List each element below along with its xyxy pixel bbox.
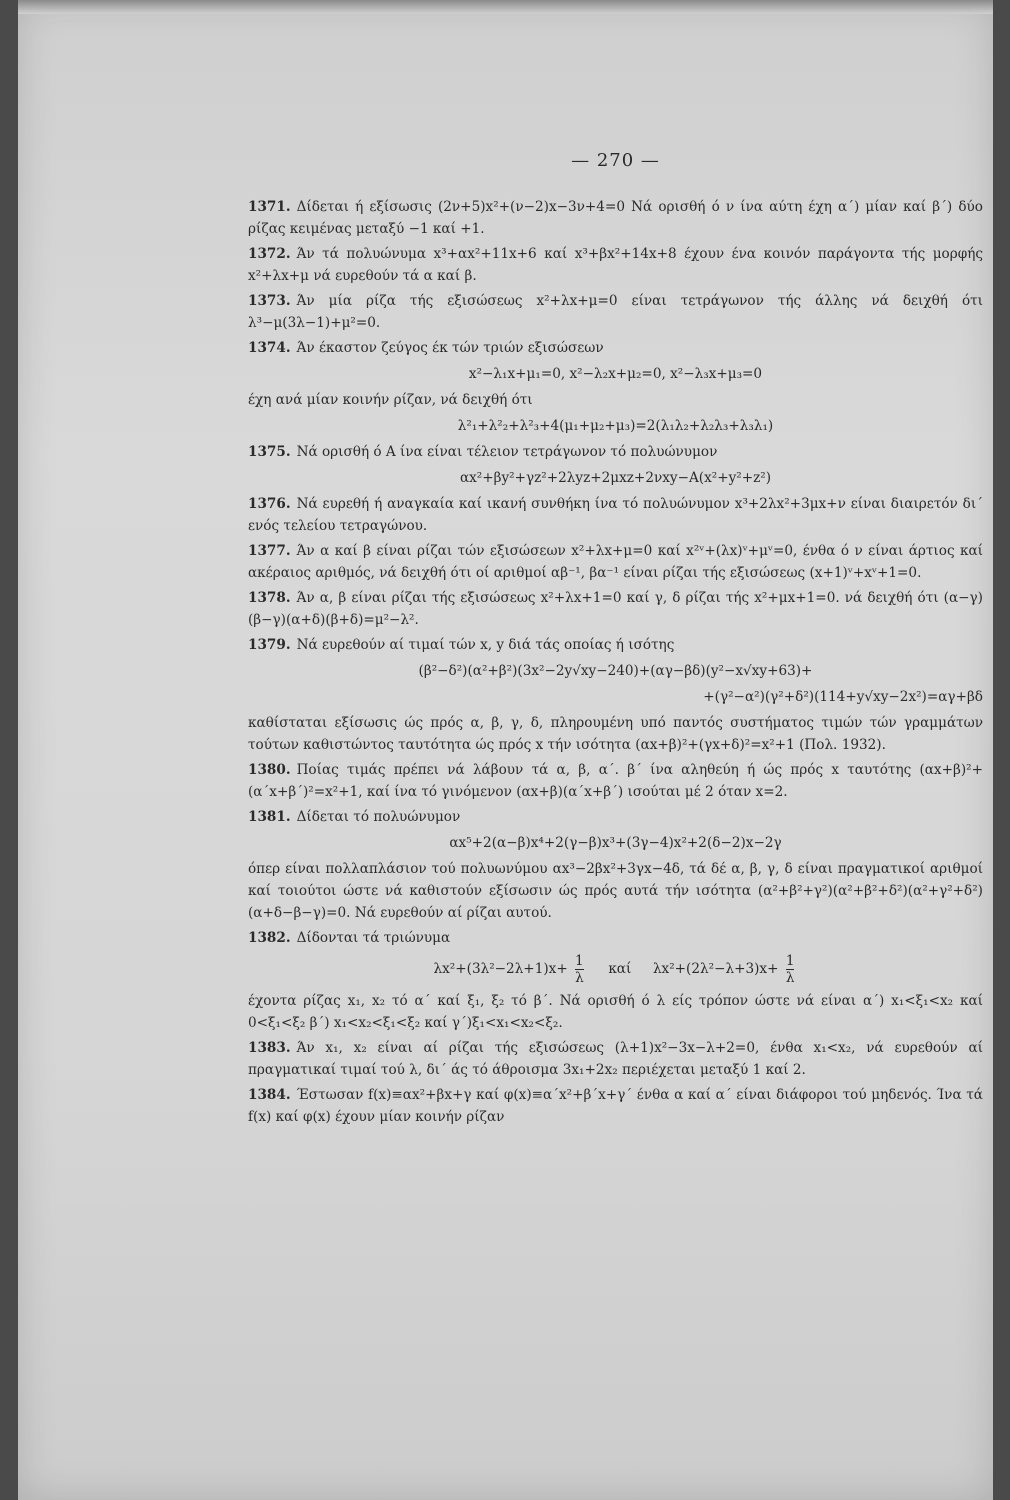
equation: x²−λ₁x+μ₁=0, x²−λ₂x+μ₂=0, x²−λ₃x+μ₃=0 <box>468 366 763 382</box>
problem-number: 1376. <box>248 496 291 512</box>
problem-number: 1372. <box>248 246 291 262</box>
problem-text: Δίδεται ή εξίσωσις (2ν+5)x²+(ν−2)x−3ν+4=0 Νά ορισθή ό ν ίνα αύτη έχη α΄) μίαν καί β΄) δύο ρίζας κειμένας μεταξύ −1 καί +1. <box>248 199 983 237</box>
equation: αx²+βy²+γz²+2λyz+2μxz+2νxy−Α(x²+y²+z²) <box>459 470 772 486</box>
problem-1371 <box>248 196 983 240</box>
problem-number: 1375. <box>248 444 291 460</box>
problem-1383 <box>248 1037 983 1081</box>
problem-text-continued: όπερ είναι πολλαπλάσιον τού πολυωνύμου αx³−2βx²+3γx−4δ, τά δέ α, β, γ, δ είναι πραγματικοί αριθμοί καί τοιούτοι ώστε νά καθιστούν εξίσωσιν ώς πρός αυτά τήν ισότητα (α²+β²+γ²)(α²+β²+δ²)(α²+γ²+δ²)(α+δ−β−γ)=0. Νά ευρεθούν αί ρίζαι αυτού. <box>248 861 983 921</box>
problem-text: Νά ευρεθούν αί τιμαί τών x, y διά τάς οποίας ή ισότης <box>296 637 675 653</box>
problem-number: 1384. <box>248 1087 291 1103</box>
problem-1376 <box>248 493 983 537</box>
problem-1378 <box>248 587 983 631</box>
problem-text: Άν μία ρίζα τής εξισώσεως x²+λx+μ=0 είναι τετράγωνον τής άλλης νά δειχθή ότι λ³−μ(3λ−1)+μ²=0. <box>248 293 983 331</box>
equation: (β²−δ²)(α²+β²)(3x²−2y√xy−240)+(αγ−βδ)(y²−x√xy+63)+ <box>418 663 813 679</box>
problem-number: 1381. <box>248 809 291 825</box>
problem-text: Δίδεται τό πολυώνυμον <box>296 809 461 825</box>
problem-1380 <box>248 759 983 803</box>
problem-text: Άν έκαστον ζεύγος έκ τών τριών εξισώσεων <box>296 340 604 356</box>
fraction-numerator: 1 <box>575 953 584 969</box>
problem-1381 <box>248 806 983 924</box>
problem-text: Άν α, β είναι ρίζαι τής εξισώσεως x²+λx+1=0 καί γ, δ ρίζαι τής x²+μx+1=0. νά δειχθή ότι (α−γ)(β−γ)(α+δ)(β+δ)=μ²−λ². <box>248 590 983 628</box>
trinomial-a: λx²+(3λ²−2λ+1)x+ <box>433 961 568 977</box>
fraction-denominator: λ <box>785 970 795 986</box>
problem-1384 <box>248 1084 983 1128</box>
problem-1382 <box>248 927 983 1034</box>
problem-text-continued: έχοντα ρίζας x₁, x₂ τό α΄ καί ξ₁, ξ₂ τό β΄. Νά ορισθή ό λ είς τρόπον ώστε νά είναι α΄) x₁<ξ₁<x₂ καί 0<ξ₁<ξ₂ β΄) x₁<x₂<ξ₁<ξ₂ καί γ΄)ξ₁<x₁<x₂<ξ₂. <box>248 993 983 1031</box>
problem-text: Άν τά πολυώνυμα x³+αx²+11x+6 καί x³+βx²+14x+8 έχουν ένα κοινόν παράγοντα τής μορφής x²+λx+μ νά ευρεθούν τά α καί β. <box>248 246 983 284</box>
problem-text: Νά ορισθή ό Α ίνα είναι τέλειον τετράγωνον τό πολυώνυμον <box>296 444 718 460</box>
problem-text-continued: καθίσταται εξίσωσις ώς πρός α, β, γ, δ, πληρουμένη υπό παντός συστήματος τιμών τών γραμμάτων τούτων καθιστώντος ταυτότητα ώς πρός x τήν ισότητα (αx+β)²+(γx+δ)²=x²+1 (Πολ. 1932). <box>248 715 983 753</box>
problem-number: 1373. <box>248 293 291 309</box>
problem-1377 <box>248 540 983 584</box>
equation: λ²₁+λ²₂+λ²₃+4(μ₁+μ₂+μ₃)=2(λ₁λ₂+λ₂λ₃+λ₃λ₁) <box>457 418 774 434</box>
page-number: — 270 — <box>571 150 660 171</box>
book-page <box>18 0 993 1500</box>
problem-number: 1374. <box>248 340 291 356</box>
trinomial-b: λx²+(2λ²−λ+3)x+ <box>652 961 779 977</box>
page-top-edge <box>18 0 993 14</box>
problem-1373 <box>248 290 983 334</box>
problem-number: 1377. <box>248 543 291 559</box>
problem-text: Άν x₁, x₂ είναι αί ρίζαι τής εξισώσεως (λ+1)x²−3x−λ+2=0, ένθα x₁<x₂, νά ευρεθούν αί πραγματικαί τιμαί τού λ, δι΄ άς τό άθροισμα 3x₁+2x₂ περιέχεται μεταξύ 1 καί 2. <box>248 1040 983 1078</box>
fraction-numerator: 1 <box>785 953 795 969</box>
problem-1374 <box>248 337 983 437</box>
problem-text: Νά ευρεθή ή αναγκαία καί ικανή συνθήκη ίνα τό πολυώνυμον x³+2λx²+3μx+ν είναι διαιρετόν δι΄ ενός τελείου τετραγώνου. <box>248 496 983 534</box>
problem-number: 1371. <box>248 199 291 215</box>
problem-number: 1383. <box>248 1040 291 1056</box>
equation: +(γ²−α²)(γ²+δ²)(114+y√xy−2x²)=αγ+βδ <box>703 689 983 705</box>
problem-number: 1382. <box>248 930 291 946</box>
equation-pair <box>248 953 983 986</box>
problem-text: Άν α καί β είναι ρίζαι τών εξισώσεων x²+λx+μ=0 καί x²ᵛ+(λx)ᵛ+μᵛ=0, ένθα ό ν είναι άρτιος καί ακέραιος αριθμός, νά δειχθή ότι οί αριθμοί αβ⁻¹, βα⁻¹ είναι ρίζαι τής εξισώσεως (x+1)ᵛ+xᵛ+1=0. <box>248 543 983 581</box>
problem-1375 <box>248 441 983 489</box>
problem-number: 1379. <box>248 637 291 653</box>
equation: αx⁵+2(α−β)x⁴+2(γ−β)x³+(3γ−4)x²+2(δ−2)x−2γ <box>449 835 782 851</box>
problem-text-continued: έχη ανά μίαν κοινήν ρίζαν, νά δειχθή ότι <box>248 392 533 408</box>
conjunction: καί <box>608 961 632 977</box>
fraction <box>575 953 584 986</box>
problem-text: Έστωσαν f(x)≡αx²+βx+γ καί φ(x)≡α΄x²+β΄x+γ΄ ένθα α καί α΄ είναι διάφοροι τού μηδενός. Ίνα τά f(x) καί φ(x) έχουν μίαν κοινήν ρίζαν <box>248 1087 983 1125</box>
problem-number: 1380. <box>248 762 291 778</box>
fraction-denominator: λ <box>575 970 584 986</box>
page-content <box>248 150 983 1131</box>
fraction <box>786 953 795 986</box>
problem-1379 <box>248 634 983 756</box>
problem-text: Δίδονται τά τριώνυμα <box>296 930 451 946</box>
problem-number: 1378. <box>248 590 291 606</box>
problem-1372 <box>248 243 983 287</box>
problem-text: Ποίας τιμάς πρέπει νά λάβουν τά α, β, α΄. β΄ ίνα αληθεύη ή ώς πρός x ταυτότης (αx+β)²+(α΄x+β΄)²=x²+1, καί ίνα τό γινόμενον (αx+β)(α΄x+β΄) ισούται μέ 2 όταν x=2. <box>248 762 983 800</box>
